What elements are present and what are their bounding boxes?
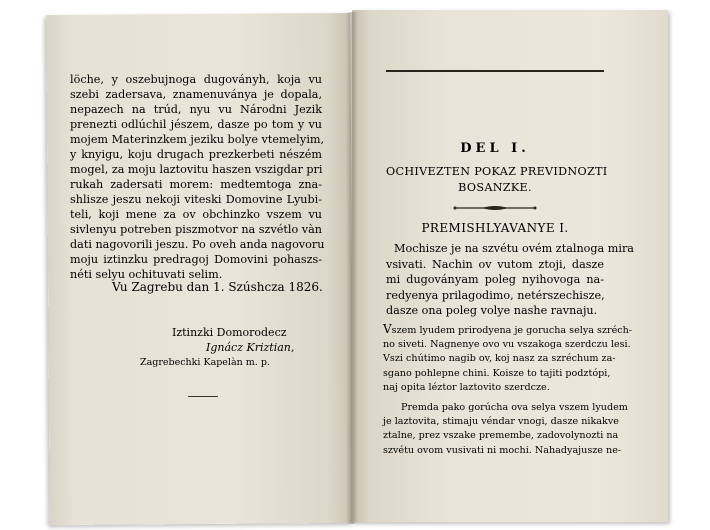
closing-rule	[188, 396, 218, 397]
ornament-divider	[452, 204, 538, 212]
text-line: sivlenyu potreben piszmotvor na szvétlo vàn	[70, 223, 322, 236]
drop-cap: V	[383, 322, 392, 336]
text-line: no siveti. Nagnenye ovo vu vszakoga szerdczu lesi.	[383, 339, 631, 351]
left-page-paragraph	[70, 72, 325, 282]
body-paragraph-2	[383, 401, 628, 458]
signature-name: Ignácz Kriztian,	[206, 341, 295, 354]
chapter-title: PREMISHLYAVANYE I.	[421, 221, 569, 235]
text-line: prenezti odlúchil jészem, dasze po tom y vu	[70, 118, 322, 131]
text-line: nepazech na trúd, nyu vu Národni Jezik	[70, 103, 322, 116]
text-line: redyenya prilagodimo, netérszechisze,	[386, 288, 605, 302]
text-line: mi dugovánуam poleg nуihovoga na-	[386, 273, 604, 286]
text-line: dati nagovorili jeszu. Po oveh anda nagovoru	[70, 238, 325, 251]
text-line: vsivati. Nachin ov vutom ztoji, dasze	[386, 257, 604, 271]
text-line	[383, 322, 633, 338]
signature-line: Iztinzki Domorodecz	[172, 326, 287, 339]
text-line: Vszi chútimo nagib ov, koj nasz za szréchum za-	[383, 353, 616, 365]
part-subtitle-line2: BOSANZKE.	[458, 181, 532, 194]
part-subtitle-line1: OCHIVEZTEN POKAZ PREVIDNOZTI	[386, 165, 608, 178]
text-line: rukah zadersati morem: medtemtoga zna-	[70, 178, 322, 191]
text-line: Premda pako gorúcha ova selya vszem lyudem	[401, 402, 628, 413]
text-line: naj opita léztor laztovito szerdcze.	[383, 381, 550, 393]
text-line: sgano pohlepne chini. Koisze to tajiti podztópi,	[383, 367, 611, 379]
text-line: löche, y oszebujnoga dugovánуh, koja vu	[70, 73, 322, 86]
place-date-line: Vu Zagrebu dan 1. Szúshcza 1826.	[112, 280, 323, 294]
text-line: shlisze jeszu nekoji viteski Domovine Lyubi-	[70, 193, 322, 206]
text-line: je laztovita, stimaju véndar vnogi, dasze nikakve	[383, 416, 619, 428]
text-line: y knyigu, koju drugach prezkerbeti nészém	[70, 148, 322, 161]
text-line-rest: szem lyudem prirodyena je gorucha selya szréch-	[391, 325, 633, 336]
text-line: dasze ona poleg volye nashe ravnaju.	[386, 304, 598, 317]
text-line: néti selyu ochituvati selim.	[70, 268, 223, 281]
part-title: DEL I.	[460, 141, 530, 156]
text-line: ztalne, prez vszake premembe, zadovolynozti na	[383, 430, 619, 442]
body-paragraph-1	[383, 322, 633, 395]
text-line: moju iztinzku predragoj Domovini pohaszs-	[70, 253, 322, 266]
header-rule	[386, 70, 604, 72]
signature-title: Zagrebechki Kapelàn m. p.	[140, 357, 270, 368]
text-line: Mochisze je na szvétu ovém ztalnoga mira	[394, 242, 634, 255]
intro-paragraph	[386, 241, 634, 319]
book-gutter	[346, 12, 358, 524]
text-line: szebi zadersava, znamenuványa je dopala,	[70, 88, 322, 101]
text-line: mogel, za moju laztovitu haszen vszigdar pri	[70, 163, 323, 176]
text-line: teli, koji mene za ov obchinzko vszem vu	[70, 208, 322, 221]
text-line: mojem Materinzkem jeziku bolye vtemelуim,	[70, 133, 325, 146]
text-line: szvétu ovom vusivati ni mochi. Nahadyajusze ne-	[383, 444, 622, 456]
